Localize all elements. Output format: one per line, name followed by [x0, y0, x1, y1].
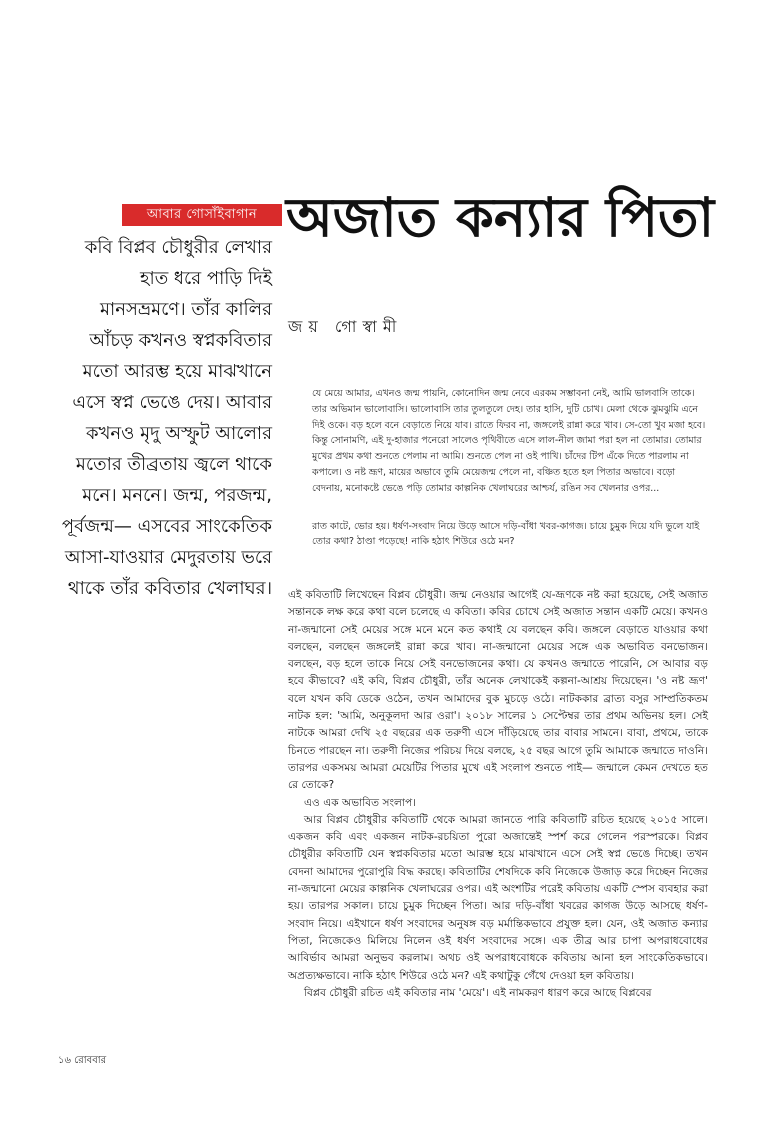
page-folio: ১৬ রোববার	[58, 1055, 107, 1066]
poem-stanza: রাত কাটে, ভোর হয়। ধর্ষণ-সংবাদ নিয়ে উড়ে আসে দড়ি-বাঁধা খবর-কাগজ। চায়ে চুমুক দিয়ে যদি ভুলে যাই তোর কথা? ঠাণ্ডা পড়েছে! নাকি হঠাৎ শিউরে ওঠে মন?	[312, 520, 700, 548]
poem-stanza: যে মেয়ে আমার, এখনও জন্ম পায়নি, কোনোদিন জন্ম নেবে এরকম সম্ভাবনা নেই, আমি ভালবাসি তাকে। তার অভিমান ভালোবাসি। ভালোবাসি তার তুলতুলে দেহ। তার হাসি, দুটি চোখ। মেলা থেকে ঝুমঝুমি এনে দিই ওকে। বড় হলে বনে বেড়াতে নিয়ে যাব। রাতে ফিরব না, জঙ্গলেই রান্না করে খাব। সে-তো খুব মজা হবে। কিন্তু সোনামণি, এই দু-হাজার পনেরো সালেও পৃথিবীতে এসে লাল-নীল জামা পরা হল না তোমার। তোমার মুখের প্রথম কথা শুনতে পেলাম না আমি। শুনতে পেল না ওই পাখি। চাঁদের টিপ এঁকে দিতে পারলাম না কপালে। ও নষ্ট ভ্রূণ, মায়ের অভাবে তুমি মেয়েজন্ম পেলে না, বঞ্চিত হতে হল পিতার অভাবে। বড়ো বেদনায়, মনোকষ্টে ভেঙে পড়ি তোমার কাল্পনিক খেলাঘরের আশ্চর্য, রঙিন সব খেলনার ওপর...	[312, 388, 706, 494]
body-paragraph: বিপ্লব চৌধুরী রচিত এই কবিতার নাম 'মেয়ে'। এই নামকরণ ধারণ করে আছে বিপ্লবের	[304, 986, 652, 999]
article-title: অজাত কন্যার পিতা	[286, 185, 715, 249]
body-paragraph: এই কবিতাটি লিখেছেন বিপ্লব চৌধুরী। জন্ম নেওয়ার আগেই যে-ভ্রূণকে নষ্ট করা হয়েছে, সেই অজাত সন্তানকে লক্ষ করে কথা বলে চলেছে এ কবিতা। কবির চোখে সেই অজাত সন্তান একটি মেয়ে। কখনও না-জন্মানো সেই মেয়ের সঙ্গে মনে মনে কত কথাই যে বলছেন কবি। জঙ্গলে বেড়াতে যাওয়ার কথা বলছেন, বলছেন জঙ্গলেই রান্না করে খাব। না-জন্মানো মেয়ের সঙ্গে এক অভাবিত বনভোজন। বলছেন, বড় হলে তাকে নিয়ে সেই বনভোজনের কথা। যে কখনও জন্মাতে পারেনি, সে আবার বড় হবে কীভাবে? এই কবি, বিপ্লব চৌধুরী, তাঁর অনেক লেখাকেই কল্পনা-আশ্রয় দিয়েছেন। 'ও নষ্ট ভ্রূণ' বলে যখন কবি ডেকে ওঠেন, তখন আমাদের বুক মুচড়ে ওঠে। নাটককার ব্রাত্য বসুর সাম্প্রতিকতম নাটক হল: 'আমি, অনুকূলদা আর ওরা'। ২০১৮ সালের ১ সেপ্টেম্বর তার প্রথম অভিনয় হল। সেই নাটকে আমরা দেখি ২৫ বছরের এক তরুণী এসে দাঁড়িয়েছে তার বাবার সামনে। বাবা, প্রথমে, তাকে চিনতে পারছেন না। তরুণী নিজের পরিচয় দিয়ে বলছে, ২৫ বছর আগে তুমি আমাকে জন্মাতে দাওনি। তারপর একসময় আমরা মেয়েটির পিতার মুখে এই সংলাপ শুনতে পাই— জন্মালে কেমন দেখতে হত রে তোকে?	[288, 589, 708, 792]
poem-excerpt	[312, 386, 707, 572]
article-body	[288, 587, 708, 1002]
author-byline: জয় গোস্বামী	[288, 317, 403, 336]
pull-quote-text: কবি বিপ্লব চৌধুরীর লেখার হাত ধরে পাড়ি দিই মানসভ্রমণে। তাঁর কালির আঁচড় কখনও স্বপ্নকবিতার মতো আরম্ভ হয়ে মাঝখানে এসে স্বপ্ন ভেঙে দেয়। আবার কখনও মৃদু অস্ফুট আলোর মতোর তীব্রতায় জ্বলে থাকে মনে। মননে। জন্ম, পরজন্ম, পূর্বজন্ম— এসবের সাংকেতিক আসা-যাওয়ার মেদুরতায় ভরে থাকে তাঁর কবিতার খেলাঘর।	[61, 237, 272, 599]
body-paragraph: এও এক অভাবিত সংলাপ।	[304, 796, 416, 809]
section-tag: আবার গোসাঁইবাগান	[122, 204, 282, 226]
pull-quote	[60, 232, 272, 604]
body-paragraph: আর বিপ্লব চৌধুরীর কবিতাটি থেকে আমরা জানতে পারি কবিতাটি রচিত হয়েছে ২০১৫ সালে। একজন কবি এবং একজন নাটক-রচয়িতা পুরো অজান্তেই স্পর্শ করে গেলেন পরস্পরকে। বিপ্লব চৌধুরীর কবিতাটি যেন স্বপ্নকবিতার মতো আরম্ভ হয়ে মাঝখানে এসে সেই স্বপ্ন ভেঙে দিচ্ছে। তখন বেদনা আমাদের পুরোপুরি বিদ্ধ করছে। কবিতাটির শেষদিকে কবি নিজেকে উজাড় করে দিচ্ছেন নিজের না-জন্মানো মেয়ের কাল্পনিক খেলাঘরের ওপর। এই অংশটির পরেই কবিতায় একটি স্পেস ব্যবহার করা হয়। তারপর সকাল। চায়ে চুমুক দিচ্ছেন পিতা। আর দড়ি-বাঁধা খবরের কাগজ উড়ে আসছে ধর্ষণ-সংবাদ নিয়ে। এইখানে ধর্ষণ সংবাদের অনুষঙ্গ বড় মর্মান্তিকভাবে প্রযুক্ত হল। যেন, ওই অজাত কন্যার পিতা, নিজেকেও মিলিয়ে নিলেন ওই ধর্ষণ সংবাদের সঙ্গে। এক তীব্র আর চাপা অপরাধবোধের আবির্ভাব আমরা অনুভব করলাম। অথচ ওই অপরাধবোধকে কবিতায় আনা হল সাংকেতিকভাবে। অপ্রত্যক্ষভাবে। নাকি হঠাৎ শিউরে ওঠে মন? এই কথাটুকু গেঁথে দেওয়া হল কবিতায়।	[288, 813, 709, 982]
